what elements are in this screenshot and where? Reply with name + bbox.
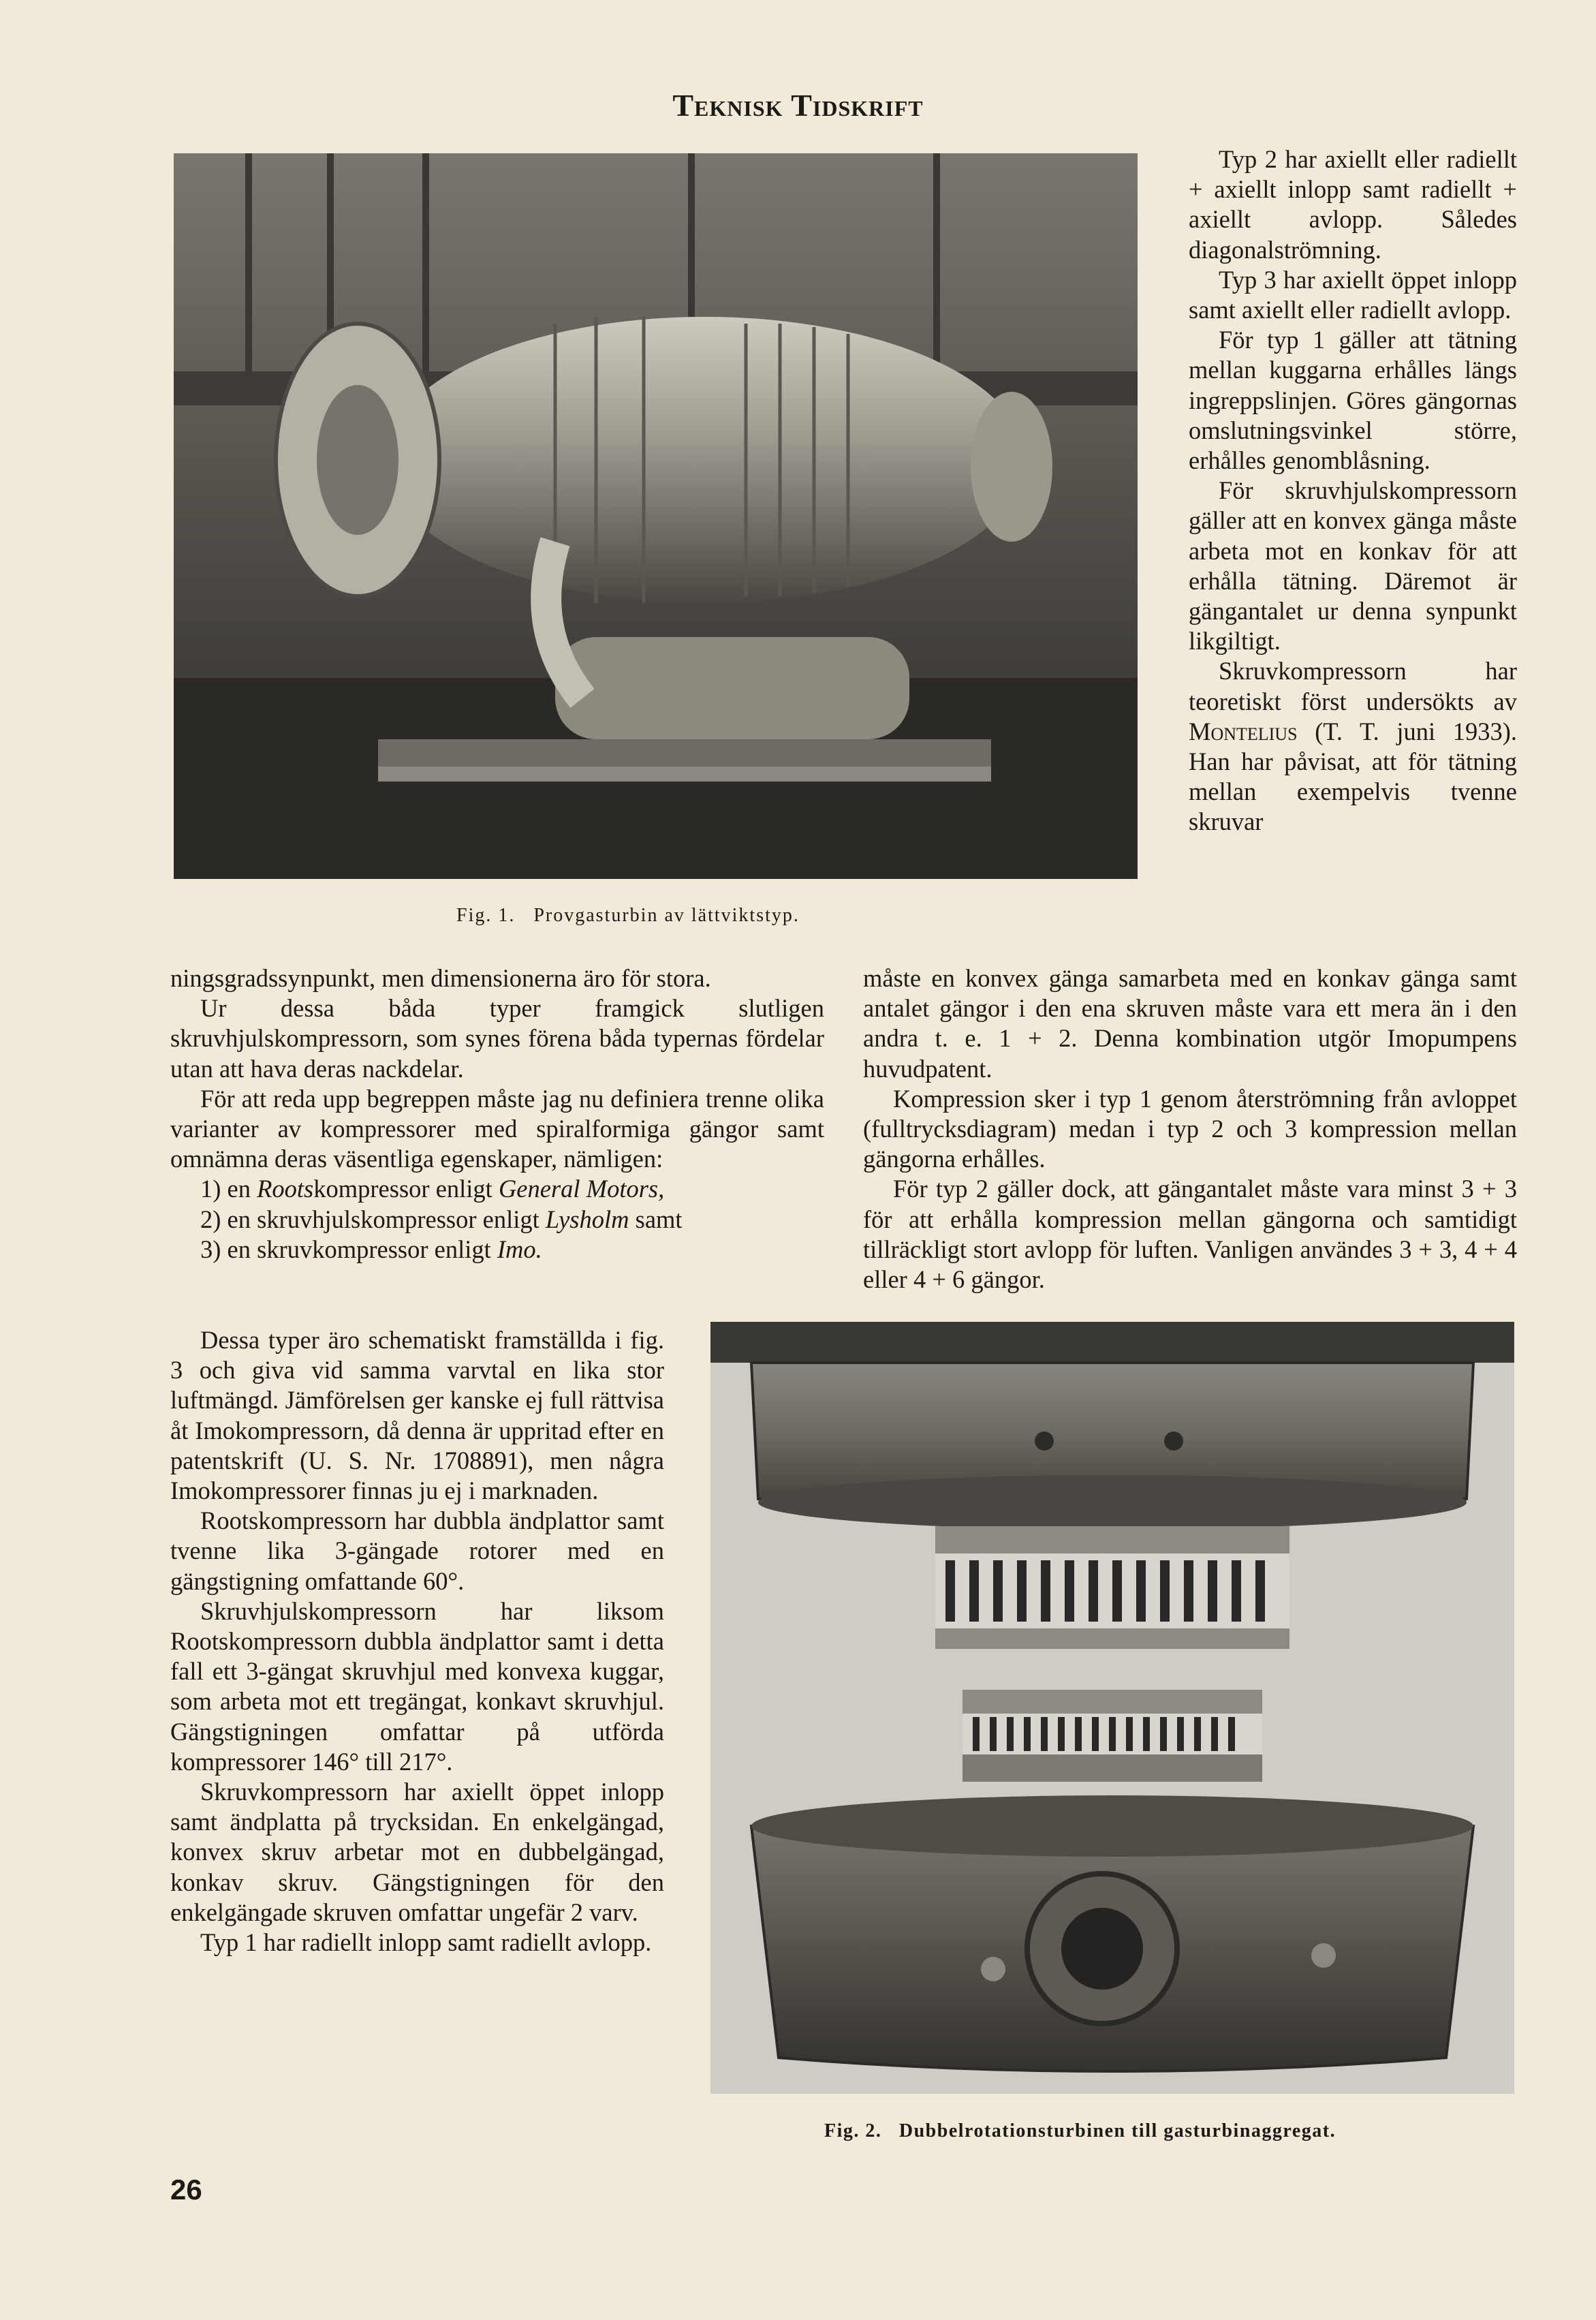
figure-2-label: Fig. 2. [824,2120,882,2141]
figure-2-photo [710,1322,1514,2094]
paragraph: För skruvhjulskompressorn gäller att en konvex gänga måste arbeta mot en konkav för att erhålla tätning. Däremot är gängantalet ur denna synpunkt likgiltigt. [1189,476,1517,655]
emphasis: Lysholm [545,1205,629,1233]
figure-1-label: Fig. 1. [456,905,516,926]
paragraph: Typ 1 har radiellt inlopp samt radiellt avlopp. [200,1928,652,1957]
emphasis: Roots [257,1175,314,1203]
paragraph [1189,656,1517,837]
list-item [170,1174,824,1204]
text-run: 1) en [200,1175,251,1203]
text-run: 2) en skruvhjulskompressor enligt [200,1205,539,1233]
paragraph: Kompression sker i typ 1 genom återströmning från avloppet (fulltrycksdiagram) medan i typ 2 och 3 kompression mellan gängorna erhålles. [863,1084,1517,1173]
paragraph: Typ 3 har axiellt öppet inlopp samt axiellt eller radiellt avlopp. [1189,265,1517,324]
paragraph: Rootskompressorn har dubbla ändplattor samt tvenne lika 3-gängade rotorer med en gängstigning omfattande 60°. [170,1506,664,1595]
list-item [170,1205,824,1235]
list-item [170,1235,824,1265]
left-column-lower-text [170,1325,664,1958]
paragraph: ningsgradssynpunkt, men dimensionerna äro för stora. [170,964,711,992]
paragraph: måste en konvex gänga samarbeta med en konkav gänga samt antalet gängor i den ena skruven måste vara ett mera än i den andra t. e. 1 + 2. Denna kombination utgör Imopumpens huvudpatent. [863,964,1517,1083]
paragraph: För att reda upp begreppen måste jag nu definiera trenne olika varianter av kompressorer med spiralformiga gängor samt omnämna deras väsentliga egenskaper, nämligen: [170,1084,824,1173]
journal-header: Teknisk Tidskrift [672,88,924,123]
left-column-text [170,963,824,1265]
figure-1-photo [174,153,1138,879]
figure-2-caption-text: Dubbelrotationsturbinen till gasturbinaggregat. [898,2120,1336,2141]
author-name: Montelius [1189,717,1298,745]
right-column-text [1189,144,1517,837]
text-run: (T. T. juni 1933). Han har påvisat, att för tätning mellan exempelvis tvenne skruvar [1189,717,1518,836]
emphasis: Imo. [497,1235,542,1263]
paragraph: För typ 1 gäller att tätning mellan kuggarna erhålles längs ingreppslinjen. Göres gängornas omslutningsvinkel större, erhålles genomblåsning. [1189,326,1517,475]
paragraph: Skruvkompressorn har axiellt öppet inlopp samt ändplatta på trycksidan. En enkelgängad, konvex skruv arbetar mot en dubbelgängad, konkav skruv. Gängstigningen för den enkelgängade skruven omfattar ungefär 2 varv. [170,1778,664,1926]
figure-2-caption [824,2120,1336,2142]
text-run: 3) en skruvkompressor enligt [200,1235,491,1263]
paragraph: För typ 2 gäller dock, att gängantalet måste vara minst 3 + 3 för att erhålla kompression mellan gängorna och samtidigt tillräckligt stort avlopp för luften. Vanligen användes 3 + 3, 4 + 4 eller 4 + 6 gängor. [863,1175,1517,1294]
paragraph: Ur dessa båda typer framgick slutligen skruvhjulskompressorn, som synes förena båda typernas fördelar utan att hava deras nackdelar. [170,994,824,1083]
figure-1-caption [456,905,800,927]
paragraph: Dessa typer äro schematiskt framställda i fig. 3 och giva vid samma varvtal en lika stor luftmängd. Jämförelsen ger kanske ej full rättvisa åt Imokompressorn, då denna är uppritad efter en patentskrift (U. S. Nr. 1708891), men några Imokompressorer finnas ju ej i marknaden. [170,1326,664,1505]
page-number: 26 [170,2174,202,2206]
turbine-rotor-illustration [710,1322,1514,2094]
gas-turbine-illustration [174,153,1138,879]
paragraph: Skruvhjulskompressorn har liksom Rootskompressorn dubbla ändplattor samt i detta fall ett 3-gängat skruvhjul med konvexa kuggar, som arbeta mot ett tregängat, konkavt skruvhjul. Gängstigningen omfattar på utförda kompressorer 146° till 217°. [170,1596,664,1776]
figure-1-caption-text: Provgasturbin av lättviktstyp. [533,905,800,926]
text-run: samt [635,1205,683,1233]
emphasis: General Motors, [498,1175,665,1203]
text-run: kompressor enligt [313,1175,492,1203]
text-run: Skruvkompressorn har teoretiskt först undersökts av [1189,657,1517,715]
paragraph: Typ 2 har axiellt eller radiellt + axiellt inlopp samt radiellt + axiellt avlopp. Således diagonalströmning. [1189,145,1517,264]
mid-right-text [863,963,1517,1295]
